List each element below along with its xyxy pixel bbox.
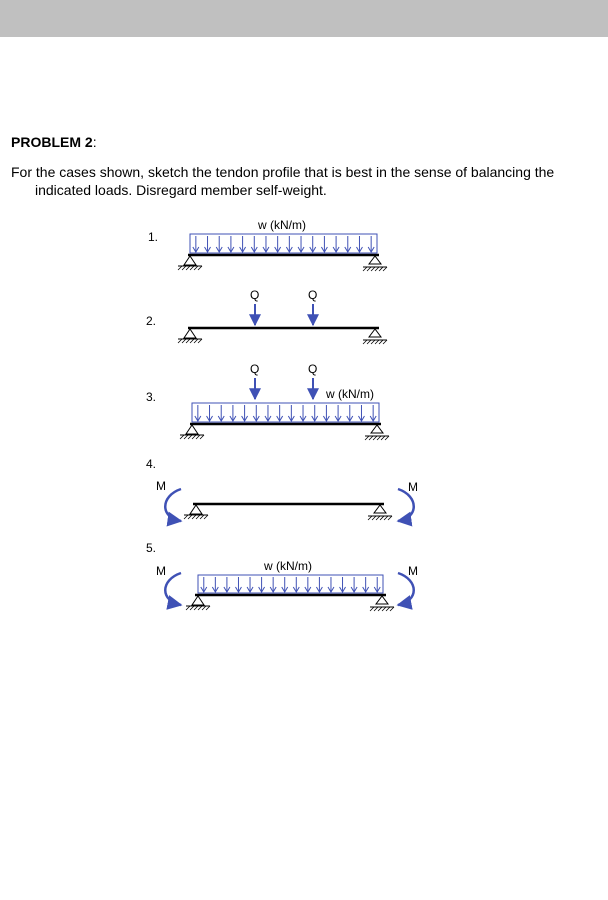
case-5-m-label-right: M [408, 564, 418, 578]
case-3-roller-support [365, 425, 389, 440]
pin-triangle [190, 505, 202, 514]
problem-title-suffix: : [92, 134, 97, 150]
ground-hatch [190, 606, 194, 610]
ground-hatch [194, 339, 198, 343]
case-1-number: 1. [148, 230, 159, 244]
ground-hatch [192, 515, 196, 519]
ground-hatch [182, 266, 186, 270]
case-5-distributed-load [198, 575, 383, 593]
roller-triangle [374, 505, 386, 513]
ground-hatch [363, 340, 367, 344]
ground-hatch [378, 607, 382, 611]
pin-triangle [186, 425, 198, 434]
ground-hatch [178, 339, 182, 343]
ground-hatch [383, 267, 387, 271]
case-4-moment-arrow-left [165, 489, 181, 521]
ground-hatch [373, 436, 377, 440]
pin-triangle [184, 256, 196, 265]
ground-hatch [198, 339, 202, 343]
ground-hatch [374, 607, 378, 611]
ground-hatch [186, 266, 190, 270]
ground-hatch [190, 266, 194, 270]
ground-hatch [368, 516, 372, 520]
case-3-pin-support [180, 425, 204, 439]
problem-statement: For the cases shown, sketch the tendon profile that is best in the sense of balancing the indicated loads. Disregard member self-weight. [11, 164, 555, 198]
case-2-q-label-2: Q [308, 288, 318, 302]
case-2-q-label-1: Q [250, 288, 260, 302]
ground-hatch [188, 435, 192, 439]
pin-triangle [192, 596, 204, 605]
ground-hatch [385, 436, 389, 440]
ground-hatch [204, 515, 208, 519]
ground-hatch [390, 607, 394, 611]
ground-hatch [192, 435, 196, 439]
roller-triangle [371, 425, 383, 433]
case-4-roller-support [368, 505, 392, 520]
roller-triangle [369, 329, 381, 337]
ground-hatch [380, 516, 384, 520]
case-2-roller-support [363, 329, 387, 344]
case-3-distributed-load [192, 403, 379, 422]
ground-hatch [182, 339, 186, 343]
ground-hatch [367, 267, 371, 271]
ground-hatch [196, 515, 200, 519]
ground-hatch [363, 267, 367, 271]
ground-hatch [379, 267, 383, 271]
ground-hatch [200, 515, 204, 519]
case-3 [146, 362, 389, 440]
problem-title: PROBLEM 2 [11, 134, 93, 150]
ground-hatch [180, 435, 184, 439]
case-5-pin-support [186, 596, 210, 610]
case-2-pin-support [178, 329, 202, 343]
ground-hatch [369, 436, 373, 440]
ground-hatch [196, 435, 200, 439]
ground-hatch [375, 340, 379, 344]
ground-hatch [370, 607, 374, 611]
ground-hatch [371, 267, 375, 271]
ground-hatch [190, 339, 194, 343]
ground-hatch [206, 606, 210, 610]
case-5-load-label: w (kN/m) [264, 559, 312, 573]
ground-hatch [198, 606, 202, 610]
ground-hatch [202, 606, 206, 610]
ground-hatch [386, 607, 390, 611]
ground-hatch [371, 340, 375, 344]
case-4-pin-support [184, 505, 208, 519]
case-5-m-label-left: M [156, 564, 166, 578]
roller-triangle [376, 596, 388, 604]
case-5 [146, 541, 418, 611]
ground-hatch [186, 606, 190, 610]
case-4-number: 4. [146, 457, 157, 471]
case-2-number: 2. [146, 314, 157, 328]
ground-hatch [388, 516, 392, 520]
pin-triangle [184, 329, 196, 338]
ground-hatch [384, 516, 388, 520]
ground-hatch [379, 340, 383, 344]
case-5-roller-support [370, 596, 394, 611]
ground-hatch [198, 266, 202, 270]
ground-hatch [382, 607, 386, 611]
case-3-number: 3. [146, 390, 157, 404]
case-1-pin-support [178, 256, 202, 270]
ground-hatch [377, 436, 381, 440]
ground-hatch [383, 340, 387, 344]
case-1-load-label: w (kN/m) [258, 218, 306, 232]
case-4-m-label-left: M [156, 479, 166, 493]
case-1-roller-support [363, 256, 387, 271]
ground-hatch [188, 515, 192, 519]
case-3-load-label: w (kN/m) [326, 387, 374, 401]
ground-hatch [184, 435, 188, 439]
case-5-moment-arrow-left [165, 573, 181, 605]
case-4 [146, 457, 418, 521]
ground-hatch [376, 516, 380, 520]
ground-hatch [178, 266, 182, 270]
ground-hatch [194, 266, 198, 270]
case-1 [148, 218, 387, 271]
ground-hatch [186, 339, 190, 343]
ground-hatch [200, 435, 204, 439]
ground-hatch [365, 436, 369, 440]
ground-hatch [184, 515, 188, 519]
ground-hatch [372, 516, 376, 520]
ground-hatch [381, 436, 385, 440]
roller-triangle [369, 256, 381, 264]
case-3-q-label-2: Q [308, 362, 318, 376]
case-2 [146, 288, 387, 344]
ground-hatch [194, 606, 198, 610]
case-3-q-label-1: Q [250, 362, 260, 376]
case-1-distributed-load [190, 234, 377, 253]
case-4-m-label-right: M [408, 480, 418, 494]
case-5-number: 5. [146, 541, 157, 555]
ground-hatch [375, 267, 379, 271]
ground-hatch [367, 340, 371, 344]
